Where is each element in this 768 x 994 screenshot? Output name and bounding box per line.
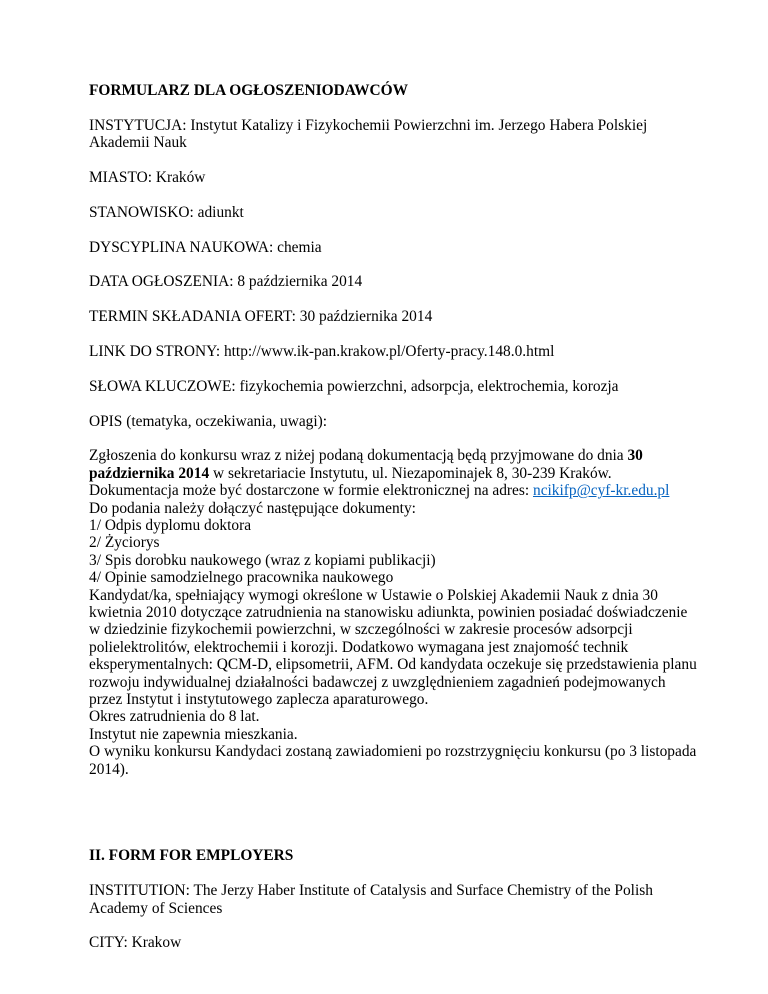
city-field-en: CITY: Krakow [89, 934, 182, 952]
description-label: OPIS (tematyka, oczekiwania, uwagi): [89, 412, 328, 430]
city-field: MIASTO: Kraków [89, 169, 206, 186]
submission-info-post: w sekretariacie Instytutu, ul. Niezapominajek 8, 30-239 Kraków. [209, 464, 612, 482]
email-info [89, 482, 699, 499]
position-field: STANOWISKO: adiunkt [89, 203, 244, 221]
announcement-date-field: DATA OGŁOSZENIA: 8 października 2014 [89, 273, 363, 291]
submission-deadline: 30 października 2014 [89, 447, 643, 482]
section-spacer [89, 795, 699, 847]
institution-field: INSTYTUCJA: Instytut Katalizy i Fizykochemii Powierzchni im. Jerzego Habera Polskiej Akademii Nauk [89, 116, 648, 152]
document-item-4: 4/ Opinie samodzielnego pracownika naukowego [89, 569, 394, 587]
document-item-1: 1/ Odpis dyplomu doktora [89, 517, 252, 534]
institution-field-en: INSTITUTION: The Jerzy Haber Institute of Catalysis and Surface Chemistry of the Polish Academy of Sciences [89, 882, 653, 917]
document-page [89, 82, 699, 969]
discipline-field: DYSCYPLINA NAUKOWA: chemia [89, 238, 322, 256]
link-field: LINK DO STRONY: http://www.ik-pan.krakow.pl/Oferty-pracy.148.0.html [89, 342, 555, 360]
form-title-pl: FORMULARZ DLA OGŁOSZENIODAWCÓW [89, 82, 408, 99]
submission-info [89, 447, 699, 482]
submission-info-pre: Zgłoszenia do konkursu wraz z niżej podaną dokumentacją będą przyjmowane do dnia [89, 447, 628, 465]
email-link[interactable]: ncikifp@cyf-kr.edu.pl [533, 482, 670, 500]
document-item-3: 3/ Spis dorobku naukowego (wraz z kopiami publikacji) [89, 551, 436, 569]
keywords-field: SŁOWA KLUCZOWE: fizykochemia powierzchni, adsorpcja, elektrochemia, korozja [89, 377, 619, 395]
employment-term: Okres zatrudnienia do 8 lat. [89, 708, 260, 726]
description-body [89, 447, 699, 778]
form-title-en: II. FORM FOR EMPLOYERS [89, 847, 294, 865]
document-item-2: 2/ Życiorys [89, 534, 160, 552]
housing-note: Instytut nie zapewnia mieszkania. [89, 725, 298, 743]
documents-intro: Do podania należy dołączyć następujące dokumenty: [89, 499, 416, 517]
result-note: O wyniku konkursu Kandydaci zostaną zawiadomieni po rozstrzygnięciu konkursu (po 3 listopada 2014). [89, 743, 697, 778]
requirements-text: Kandydat/ka, spełniający wymogi określone w Ustawie o Polskiej Akademii Nauk z dnia 30 kwietnia 2010 dotyczące zatrudnienia na stanowisku adiunkta, powinien posiadać doświadczenie w dziedzinie fizykochemii powierzchni, w szczególności w zakresie procesów adsorpcji polielektrolitów, elektrochemii i korozji. Dodatkowo wymagana jest znajomość technik eksperymentalnych: QCM-D, elipsometrii, AFM. Od kandydata oczekuje się przedstawienia planu rozwoju indywidualnej działalności badawczej z uwzględnieniem zagadnień podejmowanych przez Instytut i instytutowego zaplecza aparaturowego. [89, 586, 697, 709]
deadline-field: TERMIN SKŁADANIA OFERT: 30 października 2014 [89, 308, 433, 326]
email-info-text: Dokumentacja może być dostarczone w formie elektronicznej na adres: [89, 482, 533, 500]
